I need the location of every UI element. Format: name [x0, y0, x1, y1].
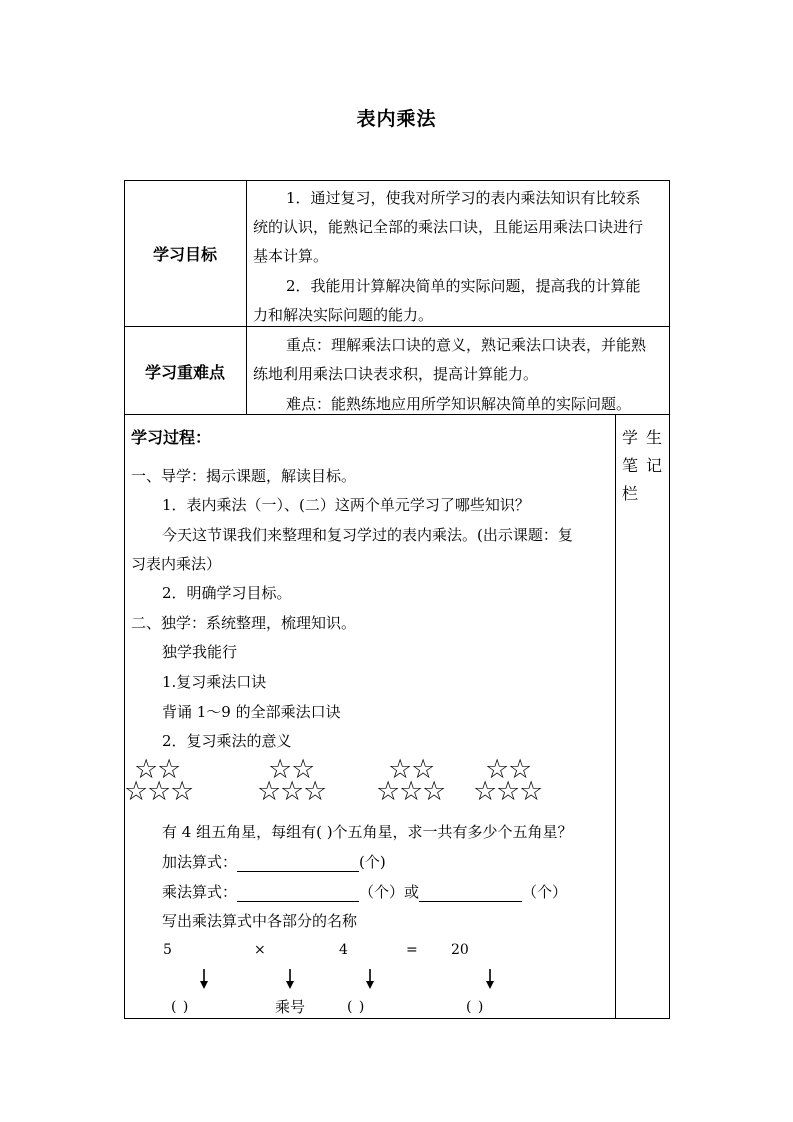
- factor-a: 5: [163, 942, 172, 958]
- notes-char-2: 生: [645, 428, 662, 447]
- part-name-blank-2[interactable]: ( ): [347, 999, 365, 1015]
- down-arrow-icon: [364, 968, 376, 990]
- star-icon: ☆: [422, 776, 447, 807]
- star-icon: ☆: [399, 776, 424, 807]
- process-heading: 学习过程：: [131, 428, 212, 447]
- goals-line-1: 1．通过复习，使我对所学习的表内乘法知识有比较系: [286, 189, 641, 207]
- star-icon: ☆: [411, 754, 436, 785]
- star-icon: ☆: [170, 776, 195, 807]
- star-icon: ☆: [291, 754, 316, 785]
- section-2-item-2: 2．复习乘法的意义: [162, 732, 292, 750]
- star-icon: ☆: [473, 776, 498, 807]
- star-icon: ☆: [388, 754, 413, 785]
- star-icon: ☆: [124, 776, 149, 807]
- star-question: 有 4 组五角星，每组有( )个五角星，求一共有多少个五角星？: [162, 823, 573, 841]
- goals-label: 学习目标: [152, 245, 217, 264]
- section-1-intro-b: 习表内乘法）: [131, 555, 222, 573]
- section-1-question: 1．表内乘法（一）、(二）这两个单元学习了哪些知识？: [162, 496, 530, 514]
- addition-row: [162, 852, 386, 872]
- equals-sign: =: [406, 942, 418, 958]
- goals-line-4: 2．我能用计算解决简单的实际问题，提高我的计算能: [286, 277, 641, 295]
- section-1-intro-a: 今天这节课我们来整理和复习学过的表内乘法。(出示课题：复: [162, 526, 573, 544]
- section-2-recite: 背诵 1～9 的全部乘法口诀: [162, 703, 341, 721]
- goals-line-3: 基本计算。: [253, 247, 329, 265]
- goals-line-5: 力和解决实际问题的能力。: [253, 306, 434, 324]
- multiplication-unit-2: （个）: [522, 883, 568, 901]
- multiplication-blank-1[interactable]: [237, 885, 359, 902]
- section-2-item-1: 1.复习乘法口诀: [162, 673, 267, 691]
- star-icon: ☆: [303, 776, 328, 807]
- multiplication-row: [162, 882, 567, 902]
- multiplication-blank-2[interactable]: [419, 885, 522, 902]
- notes-char-1: 学: [621, 428, 638, 447]
- notes-char-5: 栏: [621, 484, 638, 503]
- multiplication-label: 乘法算式：: [162, 883, 238, 901]
- down-arrow-icon: [484, 968, 496, 990]
- star-icon: ☆: [157, 754, 182, 785]
- goals-line-2: 统的认识，能熟记全部的乘法口诀，且能运用乘法口诀进行: [253, 218, 644, 236]
- notes-char-4: 记: [645, 456, 662, 475]
- keypoints-label: 学习重难点: [144, 363, 225, 382]
- keypoints-line-1: 重点：理解乘法口诀的意义，熟记乘法口诀表，并能熟: [286, 336, 647, 354]
- product: 20: [451, 942, 469, 958]
- star-icon: ☆: [376, 776, 401, 807]
- multiplication-unit-1: （个）或: [359, 883, 420, 901]
- section-1-goal: 2．明确学习目标。: [162, 584, 292, 602]
- addition-unit: (个): [359, 853, 386, 871]
- star-icon: ☆: [485, 754, 510, 785]
- section-2-heading: 二、独学：系统整理，梳理知识。: [131, 614, 357, 632]
- star-icon: ☆: [147, 776, 172, 807]
- star-icon: ☆: [280, 776, 305, 807]
- star-icon: ☆: [257, 776, 282, 807]
- addition-blank[interactable]: [237, 855, 359, 872]
- names-prompt: 写出乘法算式中各部分的名称: [162, 912, 358, 930]
- addition-label: 加法算式：: [162, 853, 238, 871]
- section-2-sub: 独学我能行: [162, 643, 238, 661]
- factor-b: 4: [339, 942, 348, 958]
- star-icon: ☆: [496, 776, 521, 807]
- times-sign: ×: [254, 942, 266, 958]
- keypoints-line-2: 练地利用乘法口诀表求积，提高计算能力。: [253, 365, 539, 383]
- star-icon: ☆: [508, 754, 533, 785]
- star-icon: ☆: [519, 776, 544, 807]
- part-name-blank-1[interactable]: ( ): [171, 999, 189, 1015]
- page-title: 表内乘法: [356, 108, 437, 130]
- notes-char-3: 笔: [621, 456, 638, 475]
- part-name-times: 乘号: [275, 998, 306, 1016]
- part-name-blank-3[interactable]: ( ): [466, 999, 484, 1015]
- down-arrow-icon: [284, 968, 296, 990]
- star-icon: ☆: [134, 754, 159, 785]
- section-1-heading: 一、导学：揭示课题，解读目标。: [131, 467, 357, 485]
- keypoints-line-3: 难点：能熟练地应用所学知识解决简单的实际问题。: [286, 395, 632, 413]
- star-icon: ☆: [268, 754, 293, 785]
- down-arrow-icon: [198, 968, 210, 990]
